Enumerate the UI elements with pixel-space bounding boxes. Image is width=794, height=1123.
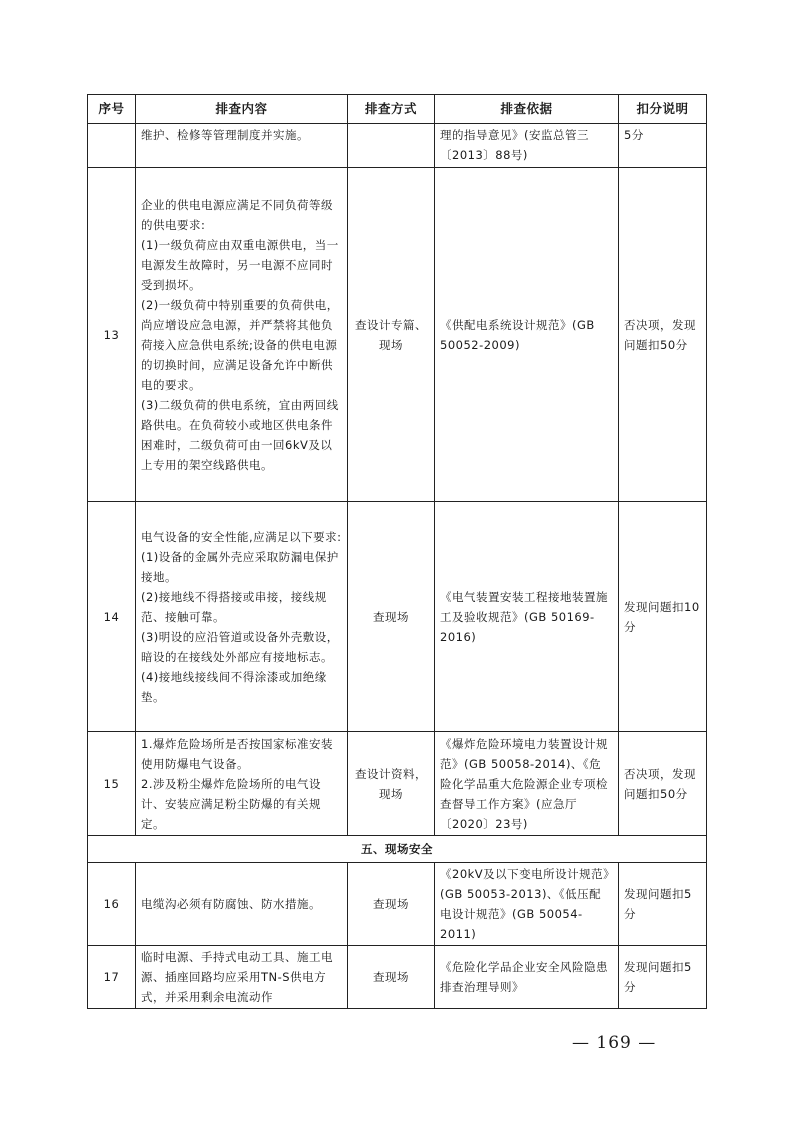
row-basis: 《电气装置安装工程接地装置施工及验收规范》(GB 50169-2016) <box>435 502 619 732</box>
section-title: 五、现场安全 <box>88 836 707 863</box>
inspection-table <box>87 94 707 1009</box>
table-row <box>88 946 707 1009</box>
table-row <box>88 124 707 168</box>
row-method <box>348 124 435 168</box>
page-number: — 169 — <box>572 1033 657 1053</box>
row-content: 临时电源、手持式电动工具、施工电源、插座回路均应采用TN-S供电方式，并采用剩余电流动作 <box>136 946 348 1009</box>
row-content: 企业的供电电源应满足不同负荷等级的供电要求: (1)一级负荷应由双重电源供电，当一电源发生故障时，另一电源不应同时受到损坏。 (2)一级负荷中特别重要的负荷供电，尚应增设应急电源，并严禁将其他负荷接入应急供电系统;设备的供电电源的切换时间，应满足设备允许中断供电的要求。 (3)二级负荷的供电系统，宜由两回线路供电。在负荷较小或地区供电条件困难时，二级负荷可由一回6kV及以上专用的架空线路供电。 <box>136 168 348 502</box>
section-row <box>88 836 707 863</box>
row-deduction: 发现问题扣5分 <box>619 863 707 946</box>
header-basis: 排查依据 <box>435 95 619 124</box>
row-no: 17 <box>88 946 136 1009</box>
header-method: 排查方式 <box>348 95 435 124</box>
row-no: 14 <box>88 502 136 732</box>
row-deduction: 否决项，发现问题扣50分 <box>619 732 707 836</box>
row-basis: 《爆炸危险环境电力装置设计规范》(GB 50058-2014)、《危险化学品重大危险源企业专项检查督导工作方案》(应急厅〔2020〕23号) <box>435 732 619 836</box>
row-deduction: 发现问题扣5分 <box>619 946 707 1009</box>
table-row <box>88 502 707 732</box>
row-content: 电缆沟必须有防腐蚀、防水措施。 <box>136 863 348 946</box>
row-basis: 理的指导意见》(安监总管三〔2013〕88号) <box>435 124 619 168</box>
header-no: 序号 <box>88 95 136 124</box>
row-method: 查设计专篇、现场 <box>348 168 435 502</box>
row-content: 维护、检修等管理制度并实施。 <box>136 124 348 168</box>
row-no: 15 <box>88 732 136 836</box>
row-method: 查现场 <box>348 863 435 946</box>
row-method: 查现场 <box>348 946 435 1009</box>
table-row <box>88 168 707 502</box>
row-no: 13 <box>88 168 136 502</box>
row-no <box>88 124 136 168</box>
row-basis: 《供配电系统设计规范》(GB 50052-2009) <box>435 168 619 502</box>
row-deduction: 否决项，发现问题扣50分 <box>619 168 707 502</box>
row-basis: 《危险化学品企业安全风险隐患排查治理导则》 <box>435 946 619 1009</box>
table-row <box>88 732 707 836</box>
table-header-row <box>88 95 707 124</box>
header-deduction: 扣分说明 <box>619 95 707 124</box>
row-basis: 《20kV及以下变电所设计规范》(GB 50053-2013)、《低压配电设计规范》(GB 50054-2011) <box>435 863 619 946</box>
row-content: 1.爆炸危险场所是否按国家标准安装使用防爆电气设备。 2.涉及粉尘爆炸危险场所的电气设计、安装应满足粉尘防爆的有关规定。 <box>136 732 348 836</box>
row-method: 查现场 <box>348 502 435 732</box>
row-deduction: 5分 <box>619 124 707 168</box>
row-method: 查设计资料，现场 <box>348 732 435 836</box>
row-content: 电气设备的安全性能,应满足以下要求: (1)设备的金属外壳应采取防漏电保护接地。 (2)接地线不得搭接或串接，接线规范、接触可靠。 (3)明设的应沿管道或设备外壳敷设，暗设的在接线处外部应有接地标志。 (4)接地线接线间不得涂漆或加绝缘垫。 <box>136 502 348 732</box>
row-deduction: 发现问题扣10分 <box>619 502 707 732</box>
row-no: 16 <box>88 863 136 946</box>
table-row <box>88 863 707 946</box>
header-content: 排查内容 <box>136 95 348 124</box>
